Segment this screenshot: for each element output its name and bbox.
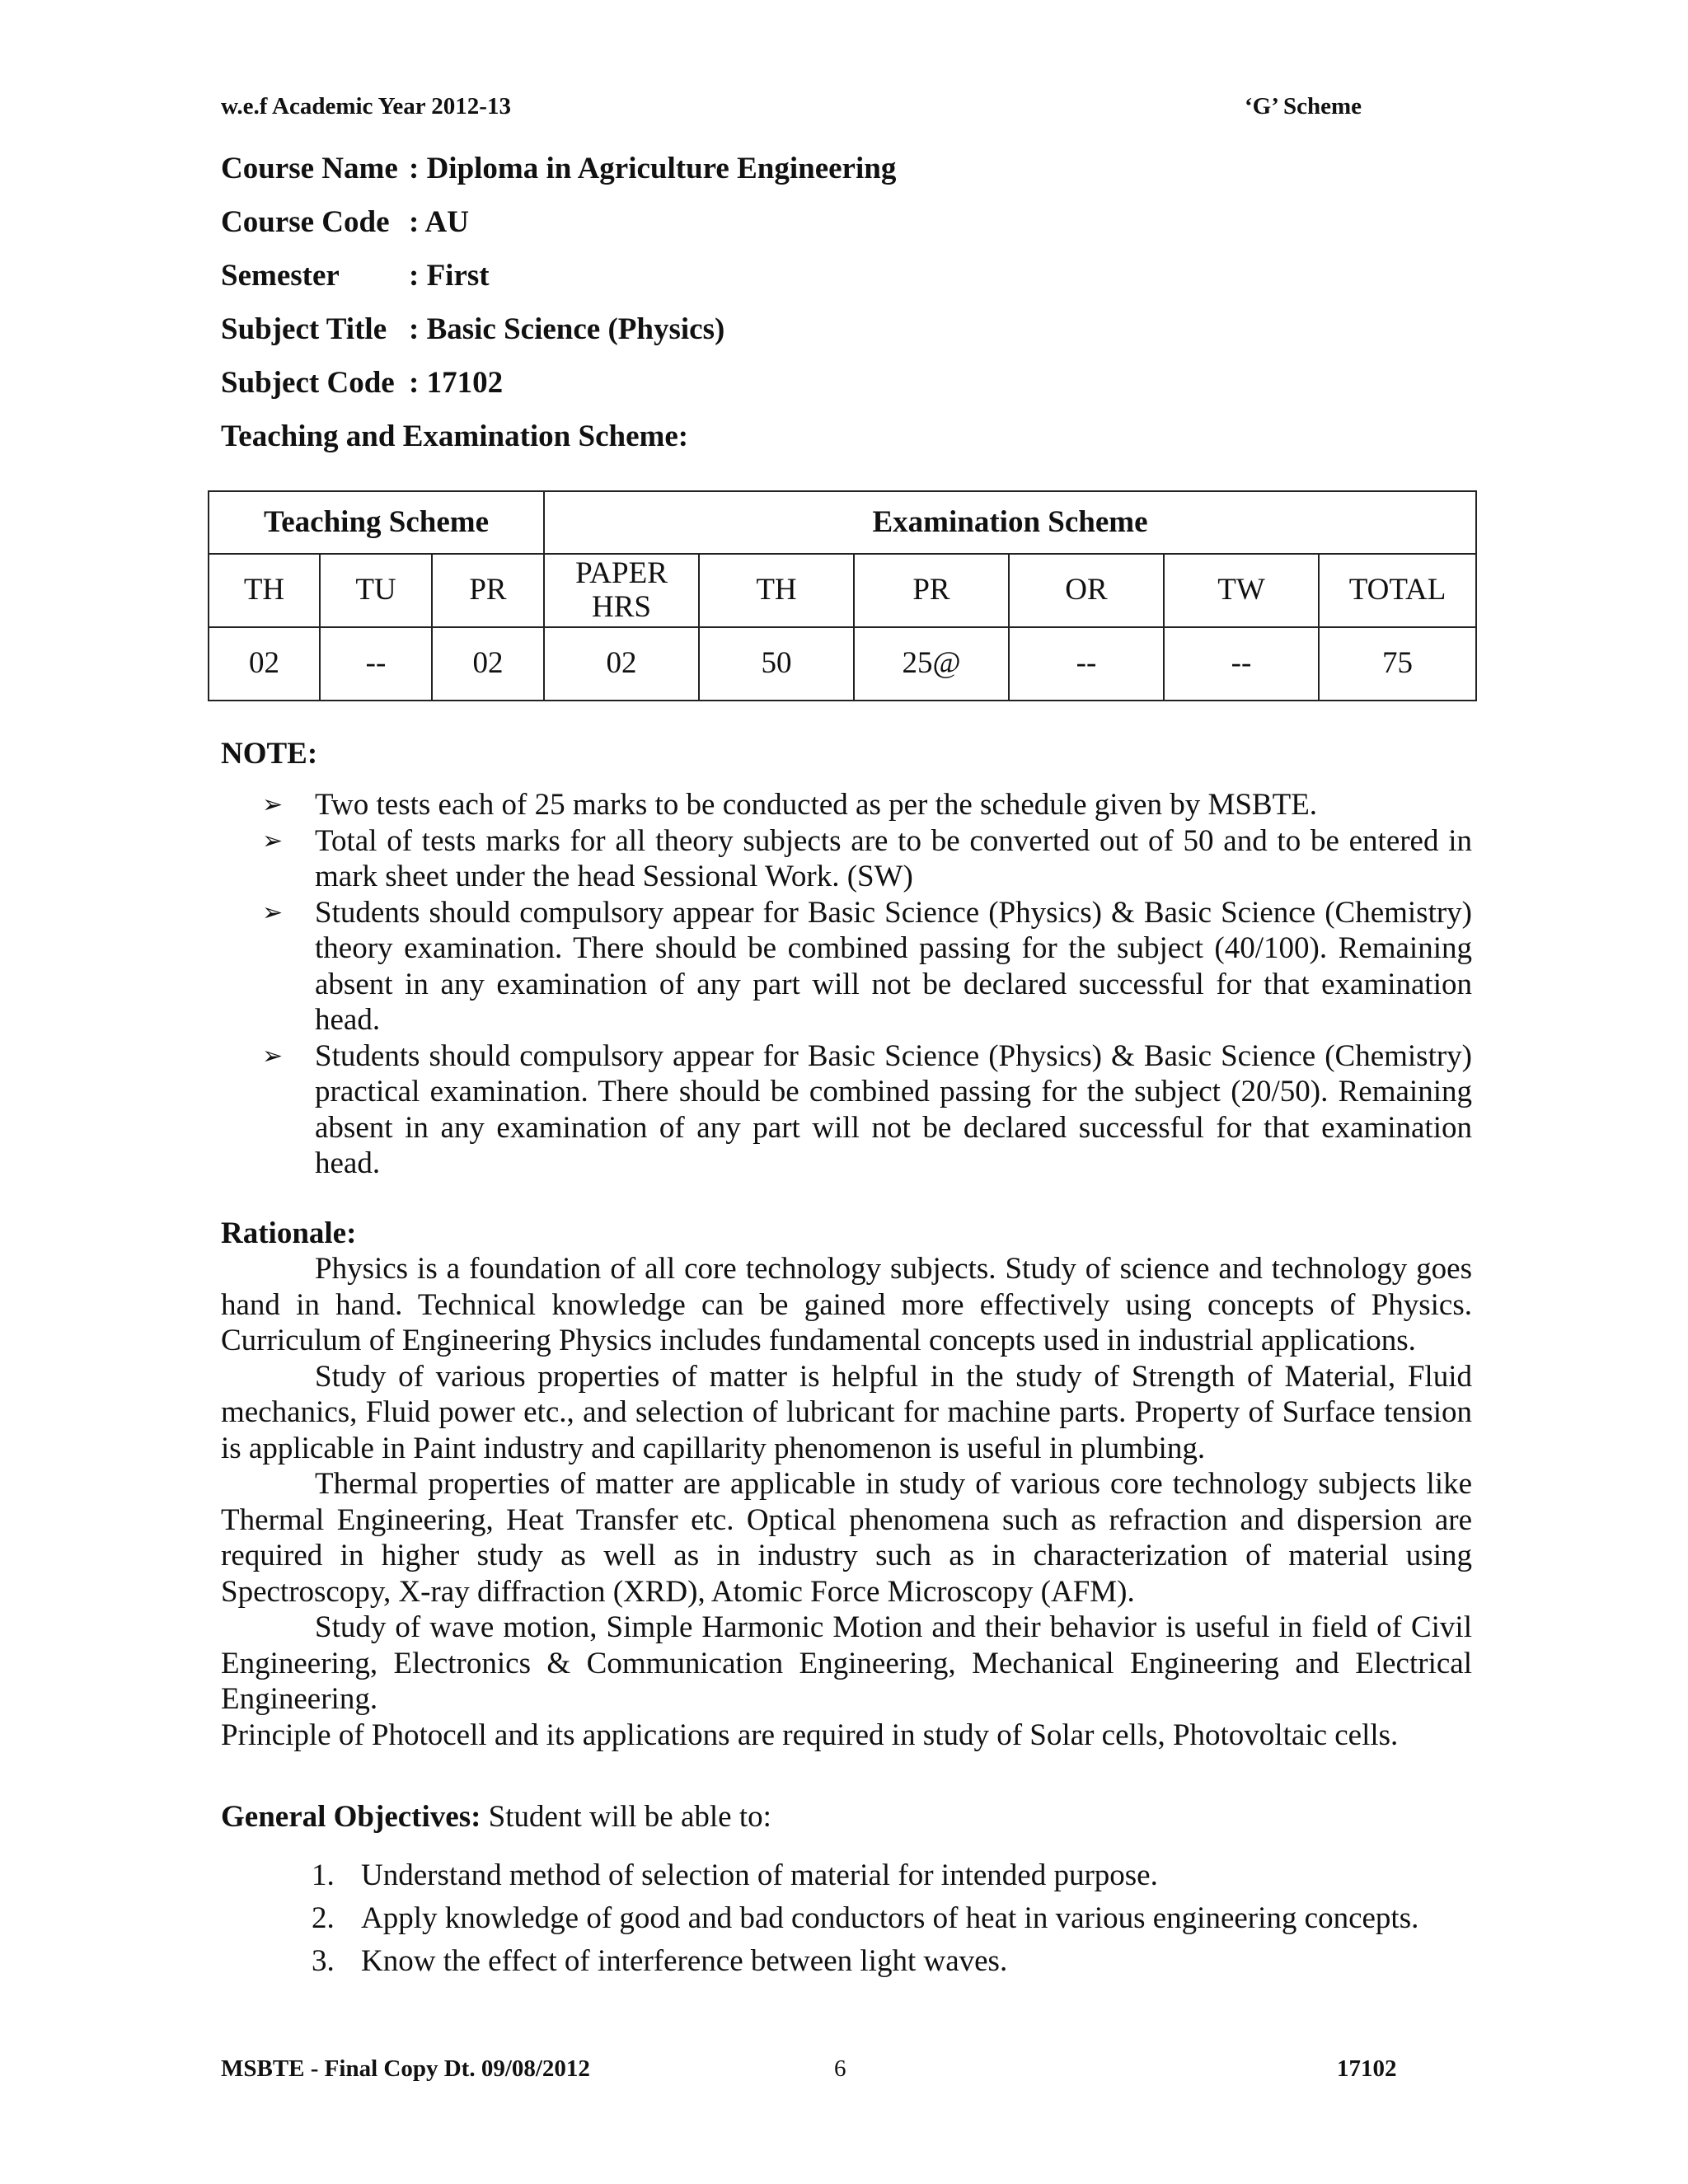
column-header: PR <box>854 554 1009 627</box>
objectives-heading-row <box>221 1799 771 1835</box>
table-cell: 75 <box>1319 627 1476 701</box>
column-header: TH <box>699 554 854 627</box>
course-code-value: : AU <box>409 205 469 239</box>
note-text: Total of tests marks for all theory subjects are to be converted out of 50 and to be entered in mark sheet under the head Sessional Work. (SW) <box>315 823 1472 893</box>
course-code-label: Course Code <box>221 205 390 239</box>
rationale-body <box>221 1251 1472 1753</box>
note-list <box>262 787 1472 1182</box>
subject-title-label: Subject Title <box>221 312 387 346</box>
subject-code-label: Subject Code <box>221 366 395 400</box>
objective-number: 1. <box>312 1858 335 1892</box>
examination-scheme-header: Examination Scheme <box>544 491 1476 554</box>
objectives-list <box>312 1854 1482 1983</box>
table-cell: 02 <box>544 627 699 701</box>
semester-label: Semester <box>221 259 340 293</box>
note-heading: NOTE: <box>221 737 318 771</box>
semester-row <box>221 258 490 293</box>
objective-number: 3. <box>312 1944 335 1978</box>
semester-value: : First <box>409 259 490 293</box>
table-cell: -- <box>1009 627 1164 701</box>
objective-number: 2. <box>312 1901 335 1935</box>
table-cell: 02 <box>432 627 544 701</box>
arrow-bullet-icon: ➢ <box>262 826 284 855</box>
teaching-scheme-header: Teaching Scheme <box>209 491 544 554</box>
course-code-row <box>221 204 469 240</box>
course-name-value: : Diploma in Agriculture Engineering <box>409 152 897 185</box>
rationale-paragraph: Principle of Photocell and its applications are required in study of Solar cells, Photovoltaic cells. <box>221 1718 1399 1752</box>
paper-hrs-header: PAPER HRS <box>575 555 668 624</box>
column-header: TU <box>320 554 432 627</box>
rationale-paragraph: Thermal properties of matter are applicable in study of various core technology subjects like Thermal Engineering, Heat Transfer etc. Optical phenomena such as refraction and dispersion are required in higher study as well as in industry such as in characterization of material using Spectroscopy, X-ray diffraction (XRD), Atomic Force Microscopy (AFM). <box>221 1467 1472 1609</box>
note-text: Students should compulsory appear for Basic Science (Physics) & Basic Science (Chemistry) theory examination. There should be combined passing for the subject (40/100). Remaining absent in any examination of any part will not be declared successful for that examination head. <box>315 895 1472 1037</box>
subject-title-row <box>221 312 724 347</box>
note-text: Students should compulsory appear for Basic Science (Physics) & Basic Science (Chemistry) practical examination. There should be combined passing for the subject (20/50). Remaining absent in any examination of any part will not be declared successful for that examination head. <box>315 1038 1472 1180</box>
arrow-bullet-icon: ➢ <box>262 898 284 927</box>
course-name-row <box>221 151 896 186</box>
course-name-label: Course Name <box>221 152 398 185</box>
list-item <box>262 1038 1472 1182</box>
column-header: TH <box>209 554 320 627</box>
column-header <box>544 554 699 627</box>
list-item <box>312 1854 1482 1897</box>
table-cell: -- <box>320 627 432 701</box>
objective-text: Know the effect of interference between light waves. <box>361 1944 1008 1978</box>
list-item <box>312 1897 1482 1940</box>
table-cell: -- <box>1164 627 1319 701</box>
scheme-heading: Teaching and Examination Scheme: <box>221 419 689 453</box>
objective-text: Understand method of selection of material for intended purpose. <box>361 1858 1158 1892</box>
rationale-paragraph: Study of wave motion, Simple Harmonic Motion and their behavior is useful in field of Civil Engineering, Electronics & Communication Engineering, Mechanical Engineering and Electrical Engineering. <box>221 1610 1472 1716</box>
column-header: OR <box>1009 554 1164 627</box>
scheme-table <box>208 490 1477 701</box>
subject-code-value: : 17102 <box>409 366 504 400</box>
column-header: PR <box>432 554 544 627</box>
rationale-paragraph: Study of various properties of matter is helpful in the study of Strength of Material, Fluid mechanics, Fluid power etc., and selection of lubricant for machine parts. Property of Surface tension is applicable in Paint industry and capillarity phenomenon is useful in plumbing. <box>221 1359 1472 1465</box>
header-academic-year: w.e.f Academic Year 2012-13 <box>221 93 511 120</box>
page-number: 6 <box>834 2055 846 2082</box>
list-item <box>312 1940 1482 1983</box>
objectives-heading: General Objectives: <box>221 1800 481 1834</box>
list-item <box>262 787 1472 823</box>
objective-text: Apply knowledge of good and bad conductors of heat in various engineering concepts. <box>361 1901 1419 1935</box>
rationale-paragraph: Physics is a foundation of all core technology subjects. Study of science and technology goes hand in hand. Technical knowledge can be gained more effectively using concepts of Physics. Curriculum of Engineering Physics includes fundamental concepts used in industrial applications. <box>221 1252 1472 1357</box>
table-cell: 25@ <box>854 627 1009 701</box>
table-cell: 50 <box>699 627 854 701</box>
list-item <box>262 823 1472 895</box>
objectives-intro: Student will be able to: <box>481 1800 771 1834</box>
column-header: TOTAL <box>1319 554 1476 627</box>
subject-code-row <box>221 365 503 401</box>
list-item <box>262 895 1472 1038</box>
column-header: TW <box>1164 554 1319 627</box>
arrow-bullet-icon: ➢ <box>262 1041 284 1071</box>
note-text: Two tests each of 25 marks to be conducted as per the schedule given by MSBTE. <box>315 788 1318 822</box>
footer-subject-code: 17102 <box>1337 2055 1397 2082</box>
table-cell: 02 <box>209 627 320 701</box>
rationale-heading: Rationale: <box>221 1216 357 1250</box>
footer-copy-date: MSBTE - Final Copy Dt. 09/08/2012 <box>221 2055 590 2082</box>
header-scheme: ‘G’ Scheme <box>1245 93 1362 120</box>
arrow-bullet-icon: ➢ <box>262 790 284 819</box>
subject-title-value: : Basic Science (Physics) <box>409 312 725 346</box>
